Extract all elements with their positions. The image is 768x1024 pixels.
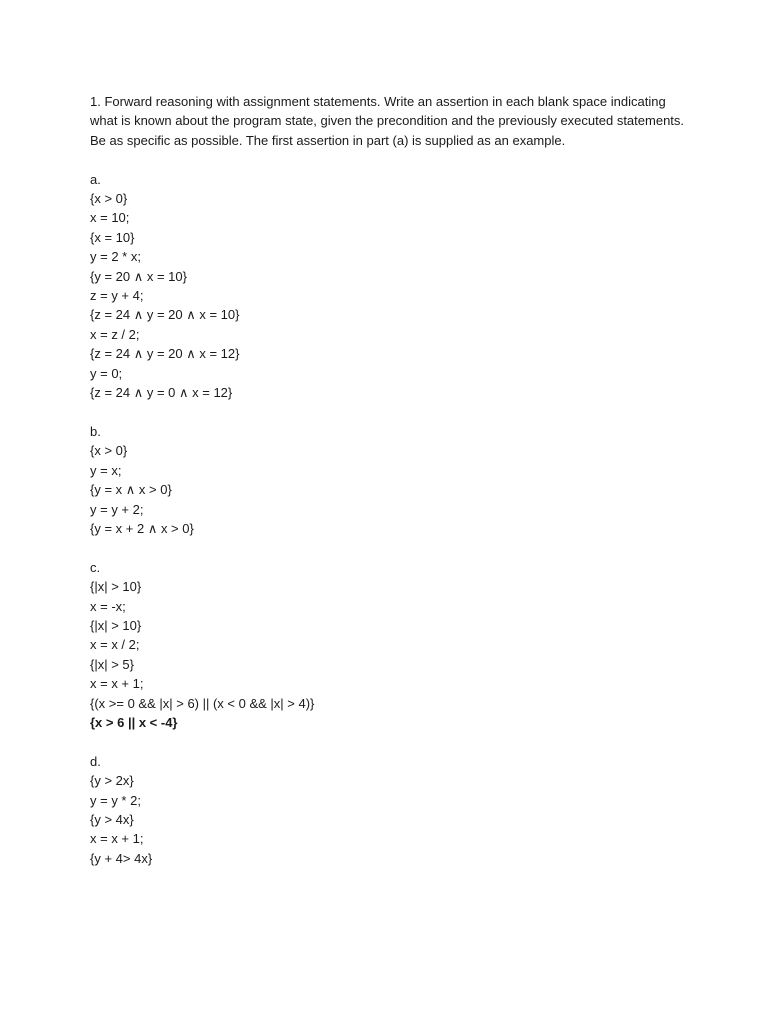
statement-line: x = 10;: [90, 210, 130, 226]
assertion-line: {y + 4> 4x}: [90, 850, 153, 866]
assertion-line: {z = 24 ∧ y = 20 ∧ x = 12}: [90, 346, 240, 362]
statement-line: y = 0;: [90, 365, 123, 381]
assertion-line: {y = x ∧ x > 0}: [90, 482, 172, 498]
part-b: [90, 422, 690, 538]
assertion-line: {|x| > 10}: [90, 579, 142, 595]
statement-line: y = y * 2;: [90, 792, 141, 808]
assertion-line: {z = 24 ∧ y = 20 ∧ x = 10}: [90, 307, 240, 323]
statement-line: x = x / 2;: [90, 637, 140, 653]
statement-line: x = -x;: [90, 598, 126, 614]
parts-container: [90, 170, 690, 869]
part-label: c.: [90, 559, 101, 575]
statement-line: y = y + 2;: [90, 501, 144, 517]
problem-intro: 1. Forward reasoning with assignment statements. Write an assertion in each blank space indicating what is known about the program state, given the precondition and the previously executed statements. Be as specific as possible. The first assertion in part (a) is supplied as an example.: [90, 94, 685, 148]
assertion-line: {y = 20 ∧ x = 10}: [90, 268, 187, 284]
assertion-line: {x > 0}: [90, 443, 128, 459]
part-d: [90, 752, 690, 868]
part-label: d.: [90, 753, 101, 769]
statement-line: y = 2 * x;: [90, 249, 141, 265]
assertion-line: {y = x + 2 ∧ x > 0}: [90, 520, 194, 536]
assertion-line: {|x| > 5}: [90, 656, 134, 672]
part-a: [90, 170, 690, 403]
part-label: b.: [90, 423, 101, 439]
statement-line: y = x;: [90, 462, 122, 478]
assertion-line: {|x| > 10}: [90, 617, 142, 633]
assertion-line: {z = 24 ∧ y = 0 ∧ x = 12}: [90, 385, 233, 401]
document-content: [90, 92, 690, 868]
assertion-line: {x > 6 || x < -4}: [90, 714, 178, 730]
statement-line: x = z / 2;: [90, 326, 140, 342]
statement-line: x = x + 1;: [90, 676, 144, 692]
assertion-line: {(x >= 0 && |x| > 6) || (x < 0 && |x| > 4)}: [90, 695, 315, 711]
statement-line: x = x + 1;: [90, 831, 144, 847]
assertion-line: {x = 10}: [90, 229, 135, 245]
part-c: [90, 558, 690, 733]
part-label: a.: [90, 171, 101, 187]
assertion-line: {y > 2x}: [90, 773, 134, 789]
assertion-line: {y > 4x}: [90, 811, 134, 827]
assertion-line: {x > 0}: [90, 191, 128, 207]
statement-line: z = y + 4;: [90, 288, 144, 304]
